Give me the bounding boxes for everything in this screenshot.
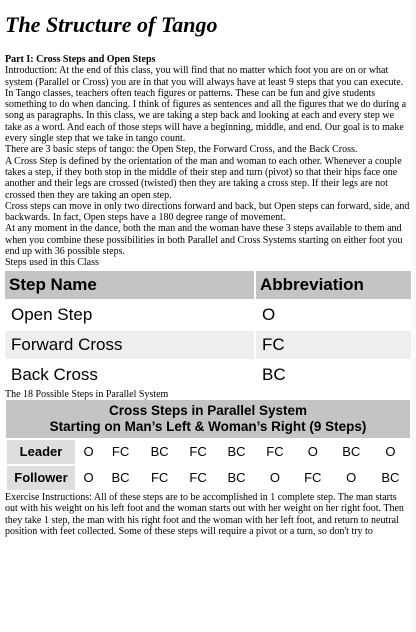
leader-step-cell: FC [101,439,140,465]
leader-row [6,439,410,465]
step-name-cell: Open Step [5,300,255,330]
abbreviation-cell: BC [255,360,411,389]
basic-steps-paragraph: There are 3 basic steps of tango: the Open Step, the Forward Cross, and the Back Cross. [5,144,358,156]
leader-label: Leader [6,439,76,465]
steps-table [5,271,411,389]
follower-step-cell: O [332,465,371,491]
abbreviation-cell: FC [255,330,411,360]
follower-step-cell: FC [179,465,217,491]
combinations-paragraph: At any moment in the dance, both the man and the woman have these 3 steps available to them and when you combine these possibilities in both Parallel and Cross Systems starting on either foot you end up with 36 possible steps. [5,223,403,258]
table-row [5,330,411,360]
steps-table-caption: Steps used in this Class [5,257,99,269]
cross-step-paragraph: A Cross Step is defined by the orientation of the man and woman to each other. Whenever a couple takes a step, if they both stop in the middle of their step and turn (pivot) so that their hips face one another and their legs are crossed (twisted) then they are taking a cross step. If their legs are not crossed then they are taking an open step. [5,155,402,201]
leader-step-cell: BC [332,439,371,465]
leader-step-cell: O [76,439,101,465]
follower-step-cell: O [256,465,294,491]
table-row [5,360,411,389]
step-name-cell: Back Cross [5,360,255,389]
directions-paragraph: Cross steps can move in only two directions forward and back, but Open steps can forward, side, and backwards. In fact, Open steps have a 180 degree range of movement. [5,200,410,224]
leader-step-cell: BC [217,439,256,465]
follower-step-cell: FC [294,465,332,491]
parallel-table-title-line2: Starting on Man’s Left & Woman’s Right (9 Steps) [49,418,367,434]
follower-step-cell: O [76,465,101,491]
parallel-table-caption: The 18 Possible Steps in Parallel System [5,388,169,400]
follower-step-cell: FC [140,465,179,491]
step-name-cell: Forward Cross [5,330,255,360]
steps-table-header-row [5,271,411,300]
leader-step-cell: FC [179,439,217,465]
page-title: The Structure of Tango [5,12,218,37]
follower-step-cell: BC [371,465,410,491]
parallel-table-title-line1: Cross Steps in Parallel System [108,402,308,418]
exercise-instructions: Exercise Instructions: All of these steps are to be accomplished in 1 complete step. The man starts out with his weight on his left foot and the woman starts out with her weight on her right foot. Then they take 1 step, the man with his right foot and the woman with her left foot, and return to neutral position with feet collected. Some of these steps will require a pivot or a turn, so don't try to [5,491,404,537]
parallel-table-title-row [6,400,410,439]
abbreviation-header: Abbreviation [255,271,411,300]
follower-step-cell: BC [217,465,256,491]
follower-step-cell: BC [101,465,140,491]
document-body [5,54,411,537]
leader-step-cell: BC [140,439,179,465]
intro-paragraph: Introduction: At the end of this class, you will find that no matter which foot you are on or what system (Parallel or Cross) you are in that you will always have at least 9 steps that you can execute. In Tango classes, teachers often teach figures or patterns. These can be fun and give students something to do when dancing. I think of figures as sentences and all the figures that we do during a song as paragraphs. In this class, we are taking a step back and looking at each and every step we take as a word. And each of those steps will have a beginning, middle, and end. Our goal is to make every single step that we take in tango count. [5,65,407,145]
step-name-header: Step Name [5,271,255,300]
parallel-steps-table [5,400,411,492]
leader-step-cell: O [294,439,332,465]
follower-row [6,465,410,491]
parallel-table-title [6,400,410,439]
abbreviation-cell: O [255,300,411,330]
leader-step-cell: O [371,439,410,465]
table-row [5,300,411,330]
scrollbar[interactable] [412,0,416,632]
follower-label: Follower [6,465,76,491]
part-heading: Part I: Cross Steps and Open Steps [5,54,156,65]
leader-step-cell: FC [256,439,294,465]
